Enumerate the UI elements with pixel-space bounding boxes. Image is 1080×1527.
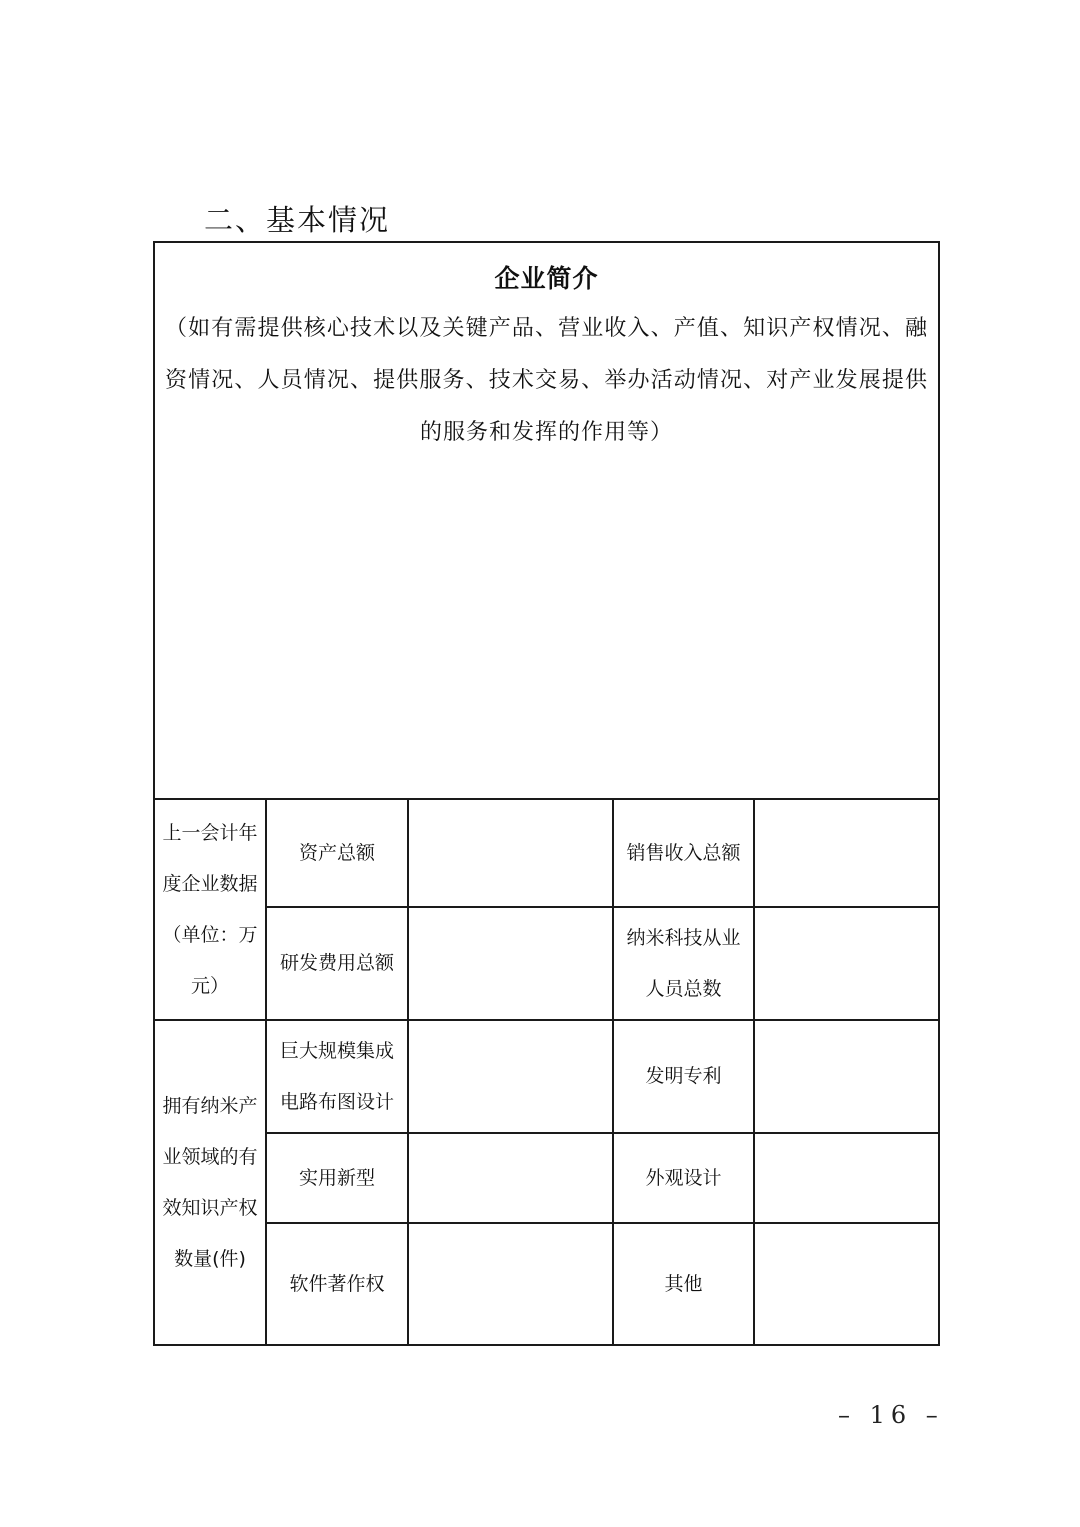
ic-layout-label (266, 1020, 408, 1133)
sales-revenue-label-text: 销售收入总额 (626, 841, 741, 864)
intro-cell[interactable] (154, 242, 939, 799)
total-assets-value[interactable] (408, 799, 613, 907)
nano-staff-label (613, 907, 754, 1020)
invention-patent-value[interactable] (754, 1020, 939, 1133)
sales-revenue-label (613, 799, 754, 907)
rd-expense-value[interactable] (408, 907, 613, 1020)
financial-group-label (154, 799, 266, 1020)
ip-row (154, 1223, 939, 1345)
ip-group-label-text: 拥有纳米产业领域的有效知识产权数量(件) (162, 1094, 258, 1270)
ip-row (154, 1133, 939, 1223)
other-ip-label-text: 其他 (664, 1272, 703, 1295)
sales-revenue-value[interactable] (754, 799, 939, 907)
design-patent-label-text: 外观设计 (645, 1166, 722, 1189)
total-assets-label-text: 资产总额 (298, 841, 375, 864)
utility-model-label-text: 实用新型 (298, 1166, 375, 1189)
rd-expense-label-text: 研发费用总额 (279, 952, 394, 974)
other-ip-label (613, 1223, 754, 1345)
financial-row (154, 907, 939, 1020)
ip-row (154, 1020, 939, 1133)
other-ip-value[interactable] (754, 1223, 939, 1345)
invention-patent-label (613, 1020, 754, 1133)
ic-layout-value[interactable] (408, 1020, 613, 1133)
financial-row (154, 799, 939, 907)
design-patent-value[interactable] (754, 1133, 939, 1223)
financial-group-label-text: 上一会计年度企业数据（单位：万元） (162, 821, 258, 997)
rd-expense-label (266, 907, 408, 1020)
invention-patent-label-text: 发明专利 (645, 1065, 722, 1087)
page-number: – 16 – (838, 1401, 944, 1429)
ic-layout-label-text: 巨大规模集成电路布图设计 (279, 1039, 394, 1113)
intro-note: （如有需提供核心技术以及关键产品、营业收入、产值、知识产权情况、融资情况、人员情况、提供服务、技术交易、举办活动情况、对产业发展提供的服务和发挥的作用等） (165, 316, 929, 445)
design-patent-label (613, 1133, 754, 1223)
utility-model-value[interactable] (408, 1133, 613, 1223)
software-copyright-label-text: 软件著作权 (289, 1272, 385, 1295)
nano-staff-label-text: 纳米科技从业人员总数 (626, 926, 741, 1000)
intro-row (154, 242, 939, 799)
software-copyright-label (266, 1223, 408, 1345)
utility-model-label (266, 1133, 408, 1223)
nano-staff-value[interactable] (754, 907, 939, 1020)
intro-title: 企业简介 (494, 264, 599, 293)
total-assets-label (266, 799, 408, 907)
basic-info-form (153, 241, 940, 1346)
ip-group-label (154, 1020, 266, 1345)
software-copyright-value[interactable] (408, 1223, 613, 1345)
section-heading: 二、基本情况 (204, 203, 391, 237)
